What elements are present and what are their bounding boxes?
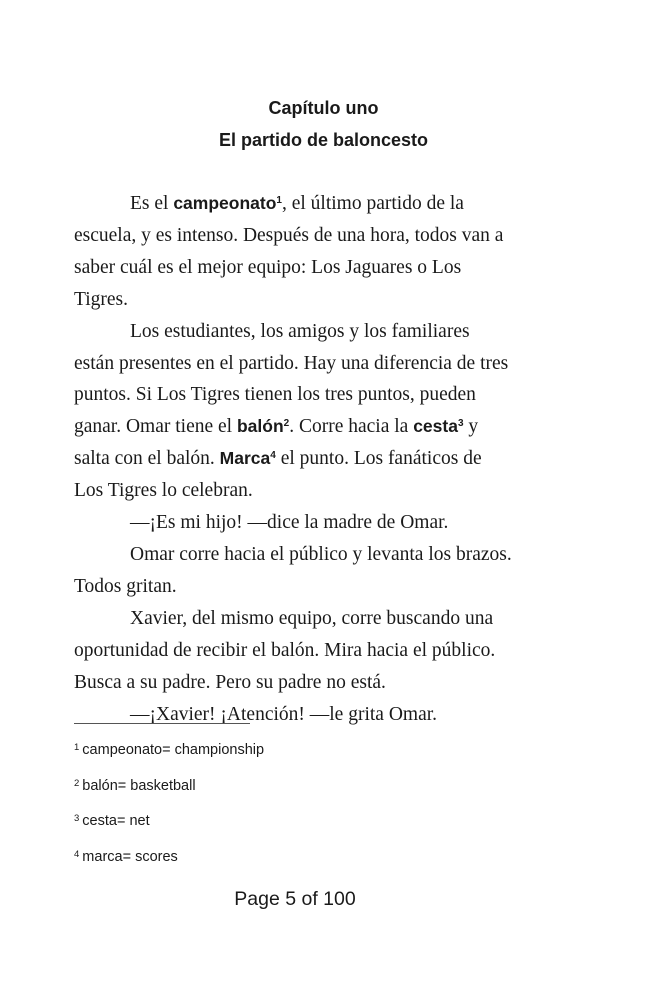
footnote-number: 3 <box>74 813 80 824</box>
paragraph-text: y salta con el balón. <box>74 416 479 470</box>
paragraph-1 <box>74 188 512 316</box>
paragraph-text: Los estudiantes, los amigos y los familiares están presentes en el partido. Hay una diferencia de tres puntos. Si Los Tigres tienen los tres puntos, pueden ganar. Omar tiene el <box>74 320 509 438</box>
footnote-4 <box>74 845 474 881</box>
paragraph-5: Xavier, del mismo equipo, corre buscando una oportunidad de recibir el balón. Mira hacia el público. Busca a su padre. Pero su padre no está. <box>74 607 496 693</box>
paragraph-text: , el último partido de la escuela, y es intenso. Después de una hora, todos van a saber cuál es el mejor equipo: Los Jaguares o Los Tigres. <box>74 193 504 310</box>
footnote-number: 2 <box>74 777 80 789</box>
glossary-term: campeonato <box>173 193 277 213</box>
chapter-body <box>74 188 512 730</box>
paragraph-text: el punto. Los fanáticos de Los Tigres lo celebran. <box>74 448 482 502</box>
chapter-number-heading: Capítulo uno <box>268 98 379 118</box>
footnote-ref: 1 <box>276 195 282 206</box>
glossary-term: cesta <box>413 416 458 437</box>
footnote-ref: 3 <box>457 418 464 430</box>
glossary-term: Marca <box>219 448 271 469</box>
footnote-2 <box>74 774 474 810</box>
paragraph-text: Es el <box>130 193 174 214</box>
paragraph-3: —¡Es mi hijo! —dice la madre de Omar. <box>130 512 449 534</box>
page-indicator: Page 5 of 100 <box>234 888 356 910</box>
footnote-number: 1 <box>74 742 80 753</box>
footnote-3 <box>74 809 474 845</box>
footnote-text: campeonato= championship <box>82 742 265 758</box>
glossary-term: balón <box>236 416 284 437</box>
chapter-title-heading: El partido de baloncesto <box>218 130 429 150</box>
paragraph-text: . Corre hacia la <box>289 416 414 438</box>
footnote-divider <box>74 723 250 724</box>
paragraph-6: —¡Xavier! ¡Atención! —le grita Omar. <box>130 703 438 725</box>
footnote-ref: 2 <box>283 418 290 430</box>
footnote-text: cesta= net <box>82 813 150 829</box>
footnote-number: 4 <box>74 848 80 860</box>
footnotes <box>74 738 474 880</box>
footnote-1 <box>74 738 474 774</box>
footnote-text: balón= basketball <box>82 777 196 794</box>
paragraph-2 <box>74 316 512 507</box>
paragraph-4: Omar corre hacia el público y levanta los brazos. Todos gritan. <box>74 543 512 597</box>
footnote-text: marca= scores <box>82 848 178 865</box>
footnote-ref: 4 <box>270 450 276 462</box>
